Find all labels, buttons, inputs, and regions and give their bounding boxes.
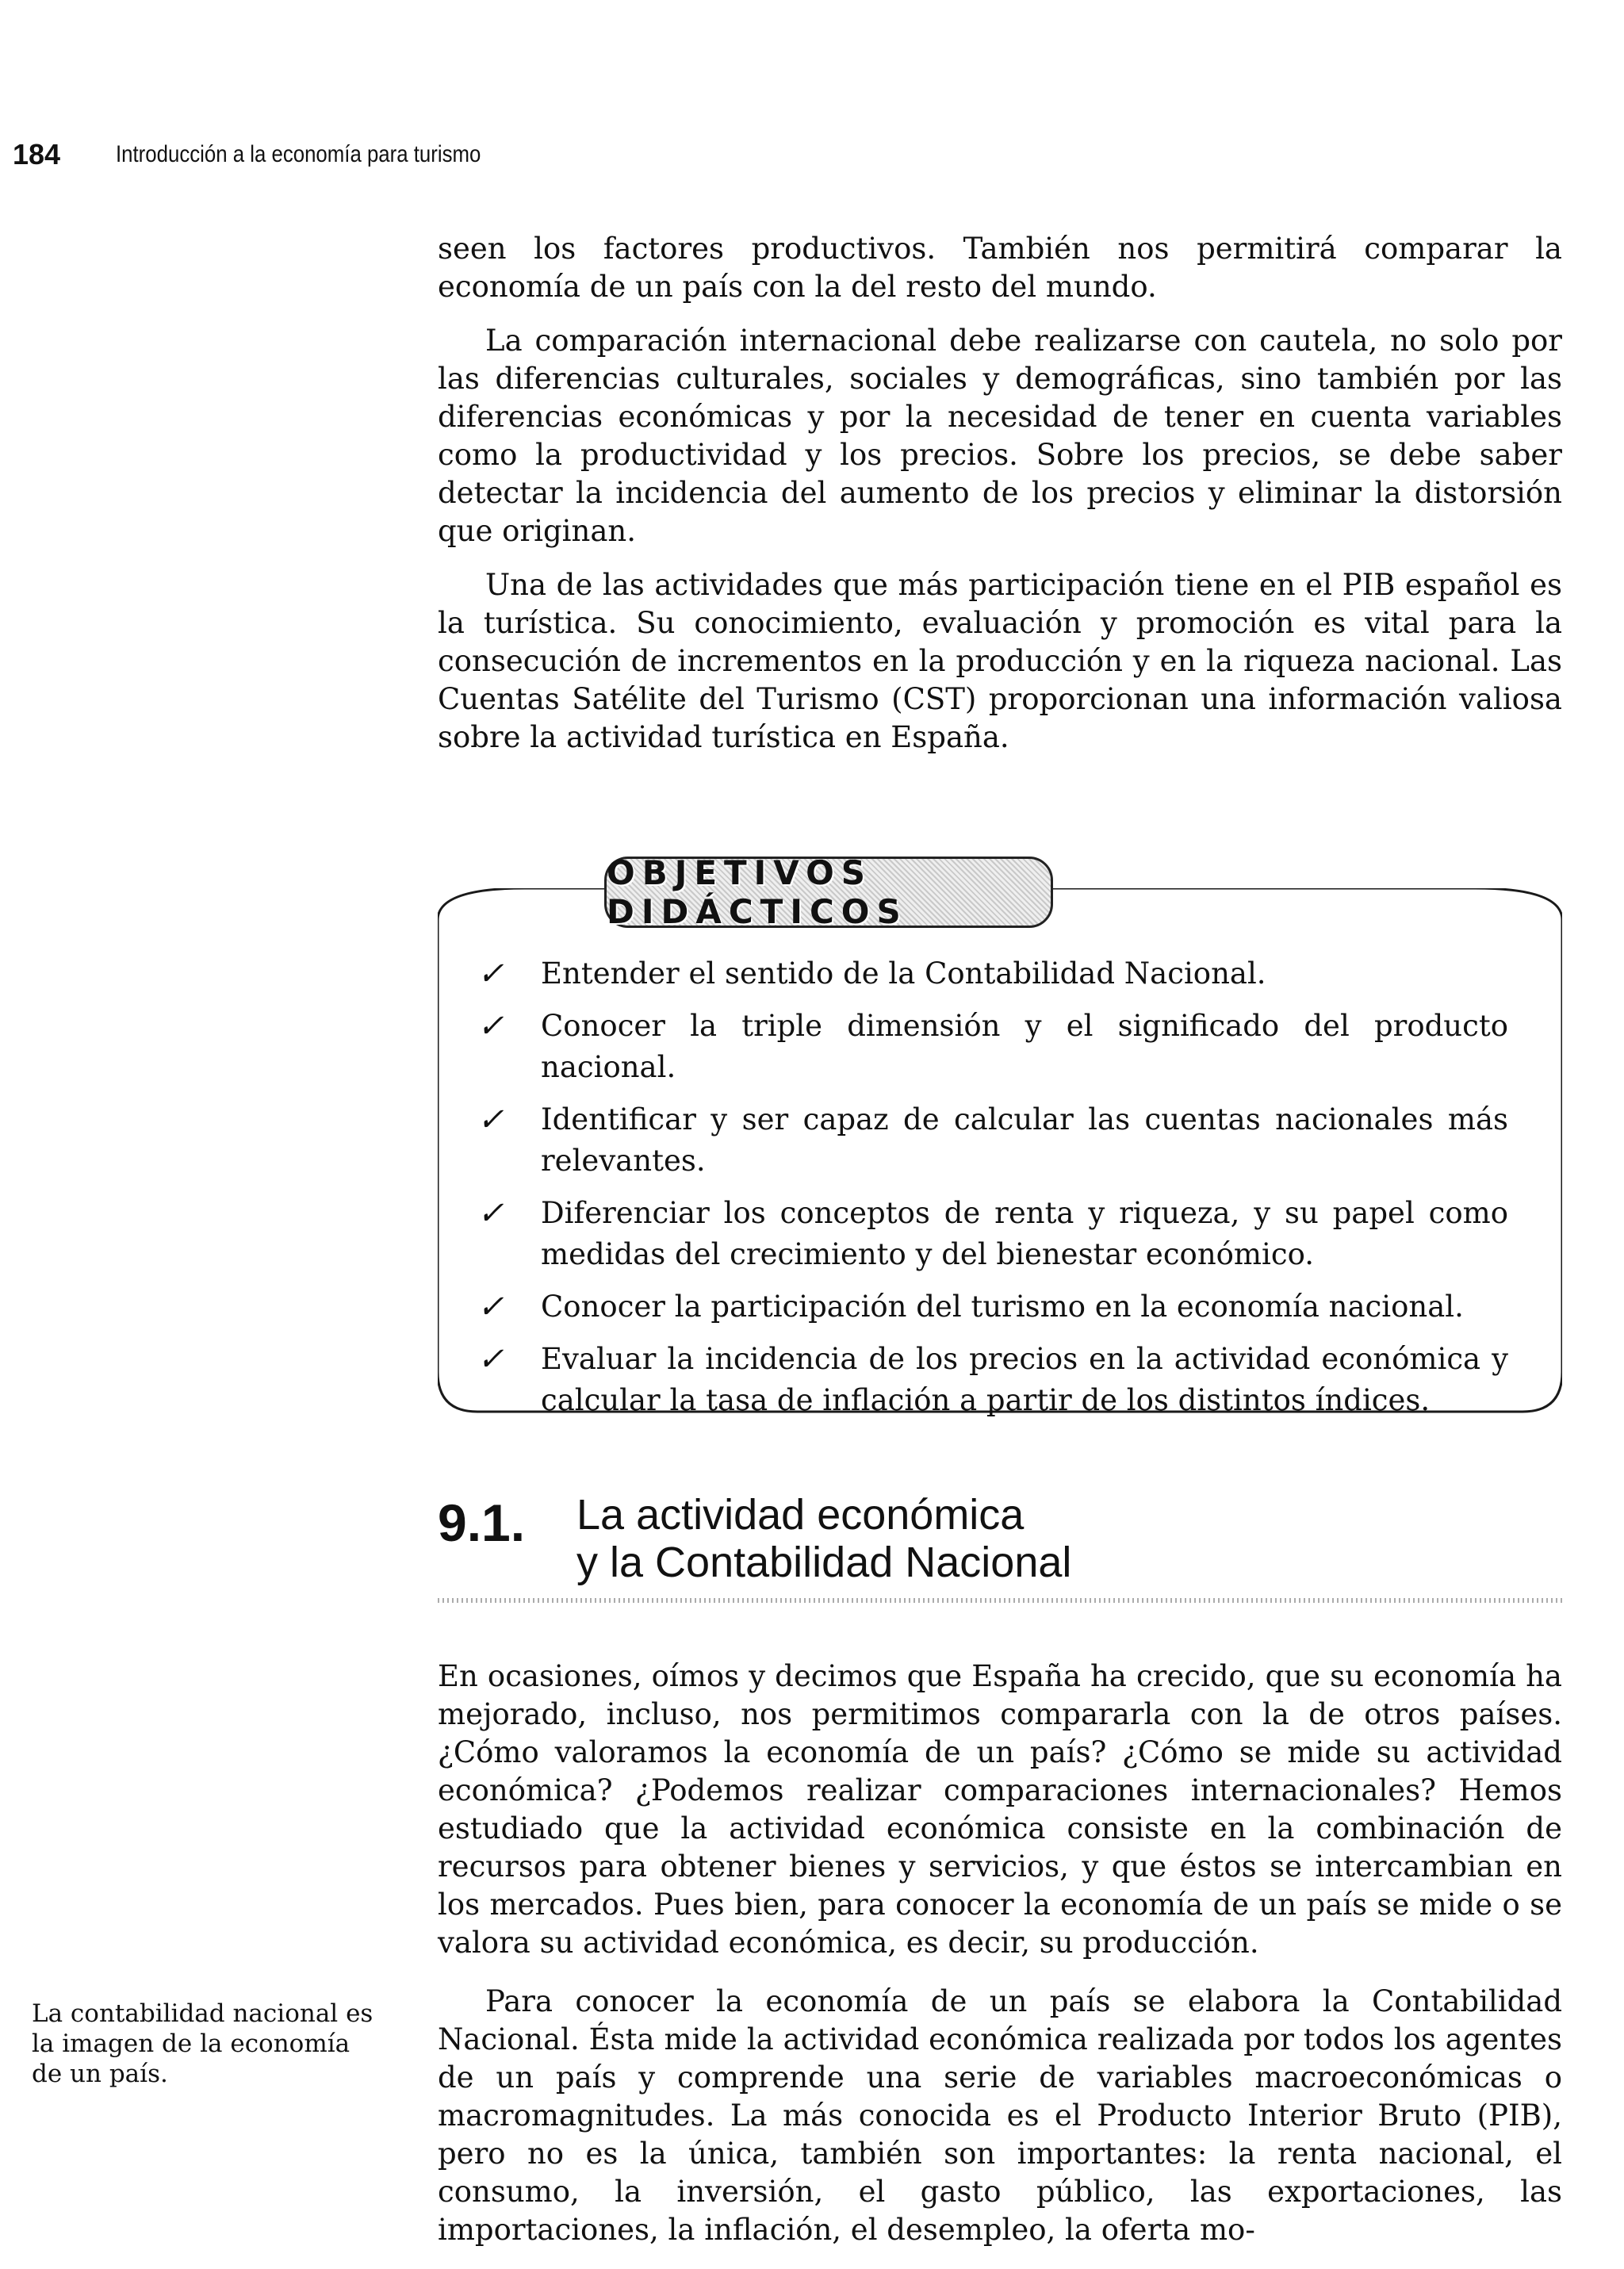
objective-text: Conocer la triple dimensión y el significado del producto nacional. [541, 1009, 1508, 1084]
intro-paragraph: seen los factores productivos. También nos permitirá comparar la economía de un país con la del resto del mundo. [438, 232, 1562, 304]
section-title [576, 1491, 1290, 1586]
section-paragraph: En ocasiones, oímos y decimos que España ha crecido, que su economía ha mejorado, incluso, nos permitimos compararla con la de otros países. ¿Cómo valoramos la economía de un país? ¿Cómo se mide su actividad económica? ¿Podemos realizar comparaciones internacionales? Hemos estudiado que la actividad económica consiste en la combinación de recursos para obtener bienes y servicios, y que éstos se intercambian en los mercados. Pues bien, para conocer la economía de un país se mide o se valora su actividad económica, es decir, su producción. [438, 1659, 1562, 1960]
book-title: Introducción a la economía para turismo [116, 141, 481, 167]
check-icon: ✓ [477, 1341, 504, 1378]
objective-text: Entender el sentido de la Contabilidad Nacional. [541, 956, 1266, 991]
check-icon: ✓ [477, 1102, 504, 1138]
objective-text: Conocer la participación del turismo en la economía nacional. [541, 1290, 1464, 1324]
intro-text [438, 230, 1562, 757]
check-icon: ✓ [477, 956, 504, 992]
objectives-title: OBJETIVOS DIDÁCTICOS [604, 857, 1053, 928]
check-icon: ✓ [477, 1289, 504, 1325]
section-title-line: y la Contabilidad Nacional [576, 1539, 1072, 1586]
section-paragraph: Para conocer la economía de un país se elabora la Contabilidad Nacional. Ésta mide la actividad económica realizada por todos los agentes de un país y comprende una serie de variables macroeconómicas o macromagnitudes. La más conocida es el Producto Interior Bruto (PIB), pero no es la única, también son importantes: la renta nacional, el consumo, la inversión, el gasto público, las exportaciones, las importaciones, la inflación, el desempleo, la oferta mo- [438, 1984, 1562, 2247]
intro-paragraph: La comparación internacional debe realizarse con cautela, no solo por las diferencias culturales, sociales y demográficas, sino también por las diferencias económicas y por la necesidad de tener en cuenta variables como la productividad y los precios. Sobre los precios, se debe saber detectar la incidencia del aumento de los precios y eliminar la distorsión que originan. [438, 324, 1562, 548]
running-header [13, 135, 540, 174]
section-heading [438, 1491, 1562, 1610]
check-icon: ✓ [477, 1008, 504, 1044]
objective-item [477, 1339, 1508, 1421]
margin-note: La contabilidad nacional es la imagen de la economía de un país. [32, 1999, 373, 2088]
objective-text: Identificar y ser capaz de calcular las cuentas nacionales más relevantes. [541, 1102, 1508, 1178]
objectives-box [438, 853, 1562, 1428]
section-divider [438, 1598, 1562, 1603]
objective-text: Diferenciar los conceptos de renta y riqueza, y su papel como medidas del crecimiento y del bienestar económico. [541, 1196, 1508, 1271]
objective-item [477, 1006, 1508, 1088]
check-icon: ✓ [477, 1195, 504, 1232]
objectives-list [477, 953, 1508, 1432]
intro-paragraph: Una de las actividades que más participación tiene en el PIB español es la turística. Su conocimiento, evaluación y promoción es vital para la consecución de incrementos en la producción y en la riqueza nacional. Las Cuentas Satélite del Turismo (CST) proporcionan una información valiosa sobre la actividad turística en España. [438, 568, 1562, 754]
section-number: 9.1. [438, 1493, 526, 1552]
objective-item [477, 1286, 1508, 1328]
objective-text: Evaluar la incidencia de los precios en la actividad económica y calcular la tasa de inflación a partir de los distintos índices. [541, 1342, 1508, 1417]
section-body [438, 1658, 1562, 2249]
section-title-line: La actividad económica [576, 1491, 1025, 1539]
page-number: 184 [13, 138, 61, 171]
objective-item [477, 1193, 1508, 1275]
objective-item [477, 1099, 1508, 1182]
objective-item [477, 953, 1508, 995]
